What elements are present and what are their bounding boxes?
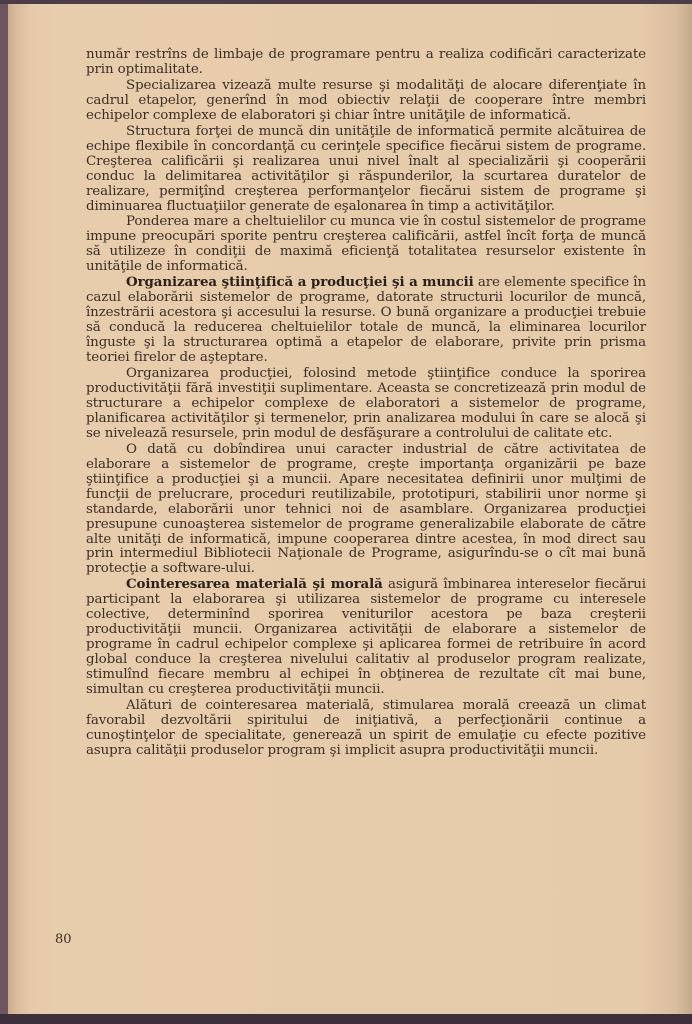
paragraph-text: are elemente specifice în cazul elaborării sistemelor de programe, datorate structurii locurilor de muncă, înzestrării acestora şi accesului la resurse. O bună organizare a producţiei trebuie să conducă la reducerea cheltuielilor totale de muncă, la eliminarea locurilor înguste şi la structurarea optimă a etapelor de elaborare, privite prin prisma teoriei firelor de aşteptare. [86,275,647,366]
paragraph-text: număr restrîns de limbaje de programare pentru a realiza codificări caracterizate prin optimalitate. [86,47,646,77]
paragraph-text: Ponderea mare a cheltuielilor cu munca vie în costul sistemelor de programe impune preocupări sporite pentru creşterea calificării, astfel încît forţa de muncă să utilizeze în condiţii de maximă eficienţă totalitatea resurselor existente în unităţile de informatică. [86,214,646,275]
paragraph-text: Specializarea vizează multe resurse şi modalităţi de alocare diferenţiate în cadrul etapelor, generînd în mod obiectiv relaţii de cooperare între membri echipelor complexe de elaboratori şi chiar între unităţile de informatică. [86,77,646,123]
paragraph-text: O dată cu dobîndirea unui caracter industrial de către activitatea de elaborare a sistemelor de programe, creşte importanţa organizării pe baze ştiinţifice a producţiei şi a muncii. Apare necesitatea definirii unor mulţimi de funcţii de prelucrare, proceduri reutilizabile, prototipuri, stabilirii unor norme şi standarde, elaborării unor tehnici noi de asamblare. Organizarea producţiei presupune cunoaşterea sistemelor de programe generalizabile elaborate de către alte unităţi de informatică, impune cooperarea dintre acestea, în mod direct sau prin intermediul Bibliotecii Naţionale de Programe, asigurîndu-se o cît mai bună protecţie a software-ului. [86,441,646,577]
paragraph [86,47,646,78]
paragraph-text: Structura forţei de muncă din unităţile de informatică permite alcătuirea de echipe flexibile în concordanţă cu cerinţele specifice fiecărui sistem de programe. Creşterea calificării şi realizarea unui nivel înalt al specializării şi cooperării conduc la delimitarea activităţilor şi răspunderilor, la scurtarea duratelor de realizare, permiţînd creşterea performanţelor fiecărui sistem de programe şi diminuarea fluctuaţiilor generate de eşalonarea în timp a activităţilor. [86,123,646,214]
paragraph-text: Organizarea producţiei, folosind metode ştiinţifice conduce la sporirea productivităţii fără investiţii suplimentare. Aceasta se concretizează prin modul de structurare a echipelor complexe de elaboratori a sistemelor de programe, planificarea activităţilor şi termenelor, prin analizarea modului în care se alocă şi se nivelează resursele, prin modul de desfăşurare a controlului de calitate etc. [86,366,646,441]
paragraph [86,577,646,698]
paragraph-lead: Organizarea ştiinţifică a producţiei şi a muncii [126,274,474,291]
scan-background-strip [0,1014,692,1024]
paragraph-lead: Cointeresarea materială şi morală [126,576,383,593]
paragraph [86,442,646,578]
paragraph [86,366,646,442]
page-number: 80 [55,932,72,947]
paragraph [86,698,646,759]
paragraph-text: Alături de cointeresarea materială, stimularea morală creează un climat favorabil dezvoltării spiritului de iniţiativă, a perfecţionării continue a cunoştinţelor de specialitate, generează un spirit de emulaţie cu efecte pozitive asupra calităţii produselor program şi implicit asupra productivităţii muncii. [86,697,646,758]
paragraph [86,124,646,215]
paragraph-text: asigură îmbinarea intereselor fiecărui participant la elaborarea şi utilizarea sistemelor de programe cu interesele colective, determinînd sporirea veniturilor acestora pe baza creşterii productivităţii muncii. Organizarea activităţii de elaborare a sistemelor de programe în cadrul echipelor complexe şi aplicarea formei de retribuire în acord global conduce la creşterea nivelului calitativ al produselor program realizate, stimulînd fiecare membru al echipei în obţinerea de rezultate cît mai bune, simultan cu creşterea productivităţii muncii. [86,577,646,698]
book-binding-edge [0,4,8,1016]
paragraph [86,78,646,124]
paragraph [86,214,646,275]
paragraph [86,275,646,366]
body-text [86,47,646,759]
